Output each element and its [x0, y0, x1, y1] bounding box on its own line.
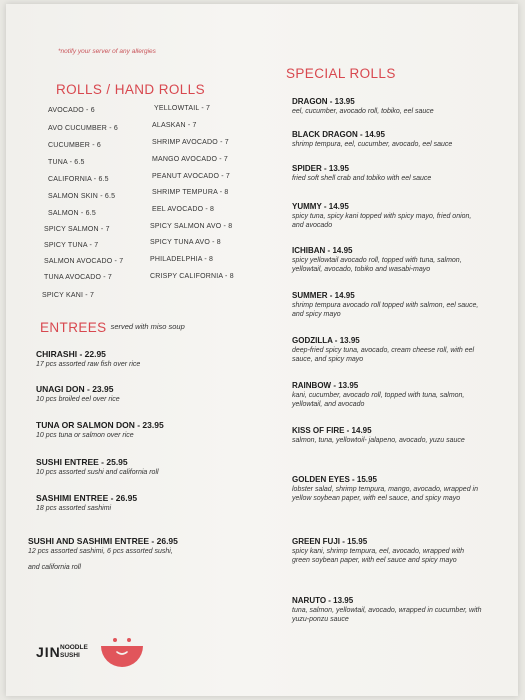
- roll-item: SPICY SALMON AVO - 8: [150, 223, 233, 230]
- special-roll-name: GREEN FUJI - 15.95: [292, 537, 368, 546]
- roll-item: CRISPY CALIFORNIA - 8: [150, 273, 234, 280]
- entree-name: UNAGI DON - 23.95: [36, 384, 114, 394]
- roll-item: ALASKAN - 7: [152, 122, 197, 129]
- entree-item: [36, 384, 120, 403]
- special-roll-name: BLACK DRAGON - 14.95: [292, 130, 385, 139]
- entrees-heading: [40, 320, 185, 335]
- roll-item: SHRIMP AVOCADO - 7: [152, 139, 229, 146]
- special-roll-desc: spicy kani, shrimp tempura, eel, avocado, wrapped with green soybean paper, with eel sauce and spicy mayo: [292, 548, 464, 564]
- special-roll-desc: eel, cucumber, avocado roll, tobiko, eel sauce: [292, 108, 434, 115]
- roll-item: PEANUT AVOCADO - 7: [152, 173, 231, 180]
- special-roll-name: KISS OF FIRE - 14.95: [292, 426, 372, 435]
- special-roll-item: [292, 202, 482, 230]
- special-rolls-title: SPECIAL ROLLS: [286, 66, 396, 81]
- special-roll-name: SPIDER - 13.95: [292, 164, 349, 173]
- special-roll-name: NARUTO - 13.95: [292, 596, 354, 605]
- special-roll-item: [292, 537, 482, 565]
- special-roll-desc: tuna, salmon, yellowtail, avocado, wrapped in cucumber, with yuzu-ponzu sauce: [292, 607, 482, 623]
- special-roll-item: [292, 336, 482, 364]
- special-roll-item: [292, 381, 482, 409]
- special-roll-desc: spicy tuna, spicy kani topped with spicy mayo, fried onion, and avocado: [292, 213, 472, 229]
- roll-item: SHRIMP TEMPURA - 8: [152, 189, 229, 196]
- special-roll-item: [292, 164, 482, 183]
- logo-jin-text: JIN: [36, 644, 61, 660]
- entree-desc: 18 pcs assorted sashimi: [36, 505, 112, 512]
- special-roll-name: RAINBOW - 13.95: [292, 381, 359, 390]
- special-roll-item: [292, 426, 482, 445]
- roll-item: SPICY SALMON - 7: [44, 226, 110, 233]
- special-roll-name: YUMMY - 14.95: [292, 202, 349, 211]
- special-roll-desc: shrimp tempura avocado roll topped with salmon, eel sauce, and spicy mayo: [292, 302, 479, 318]
- special-roll-desc: kani, cucumber, avocado roll, topped with tuna, salmon, yellowtail, and avocado: [292, 392, 465, 408]
- special-roll-desc: spicy yellowtail avocado roll, topped with tuna, salmon, yellowtail, avocado, tobiko and wasabi-mayo: [292, 257, 462, 273]
- entree-item: [36, 349, 140, 368]
- roll-item: SPICY KANI - 7: [42, 292, 95, 299]
- entree-desc: 10 pcs assorted sushi and california roll: [36, 469, 159, 476]
- roll-item: SALMON - 6.5: [48, 210, 96, 217]
- entree-item: [36, 493, 137, 512]
- entree-name: SUSHI ENTREE - 25.95: [36, 457, 128, 467]
- roll-item: SPICY TUNA AVO - 8: [150, 239, 221, 246]
- special-roll-desc: deep-fried spicy tuna, avocado, cream cheese roll, with eel sauce, and spicy mayo: [292, 347, 475, 363]
- special-roll-desc: salmon, tuna, yellowtoil- jalapeno, avocado, yuzu sauce: [292, 437, 465, 444]
- entree-item: [36, 457, 159, 476]
- entree-name: CHIRASHI - 22.95: [36, 349, 106, 359]
- special-roll-name: GOLDEN EYES - 15.95: [292, 475, 377, 484]
- entree-item: [36, 420, 164, 439]
- roll-item: CALIFORNIA - 6.5: [48, 176, 109, 183]
- entree-name: SUSHI AND SASHIMI ENTREE - 26.95: [28, 536, 178, 546]
- special-roll-desc: fried soft shell crab and tobiko with eel sauce: [292, 175, 432, 182]
- special-roll-item: [292, 291, 482, 319]
- entrees-title: ENTREES: [40, 320, 107, 335]
- roll-item: CUCUMBER - 6: [48, 142, 101, 149]
- roll-item: TUNA AVOCADO - 7: [44, 274, 113, 281]
- special-roll-item: [292, 97, 482, 116]
- roll-item: AVO CUCUMBER - 6: [48, 125, 118, 132]
- entree-desc: 17 pcs assorted raw fish over rice: [36, 361, 141, 368]
- entrees-note: served with miso soup: [110, 322, 185, 331]
- roll-item: AVOCADO - 6: [48, 107, 95, 114]
- special-roll-desc: shrimp tempura, eel, cucumber, avocado, eel sauce: [292, 141, 453, 148]
- entree-item: [28, 536, 178, 571]
- special-roll-name: ICHIBAN - 14.95: [292, 246, 353, 255]
- entree-name: SASHIMI ENTREE - 26.95: [36, 493, 138, 503]
- special-roll-item: [292, 596, 482, 624]
- special-roll-name: SUMMER - 14.95: [292, 291, 355, 300]
- roll-item: PHILADELPHIA - 8: [150, 256, 214, 263]
- entree-name: TUNA OR SALMON DON - 23.95: [36, 420, 164, 430]
- entree-desc: 10 pcs tuna or salmon over rice: [36, 432, 134, 439]
- roll-item: MANGO AVOCADO - 7: [152, 156, 229, 163]
- entree-desc: and california roll: [28, 564, 81, 571]
- roll-item: SALMON SKIN - 6.5: [48, 193, 116, 200]
- allergy-notice: *notify your server of any allergies: [58, 48, 156, 55]
- roll-item: SPICY TUNA - 7: [44, 242, 99, 249]
- entree-desc: 10 pcs broiled eel over rice: [36, 396, 120, 403]
- special-roll-name: DRAGON - 13.95: [292, 97, 355, 106]
- roll-item: SALMON AVOCADO - 7: [44, 258, 124, 265]
- special-roll-item: [292, 130, 482, 149]
- rolls-title: ROLLS / HAND ROLLS: [56, 82, 205, 97]
- entree-desc: 12 pcs assorted sashimi, 6 pcs assorted sushi,: [28, 548, 173, 555]
- menu-page: [6, 4, 518, 696]
- logo-noodle-text: NOODLE: [60, 644, 88, 651]
- special-roll-item: [292, 246, 482, 274]
- special-roll-name: GODZILLA - 13.95: [292, 336, 360, 345]
- logo-sushi-text: SUSHI: [60, 652, 80, 659]
- roll-item: EEL AVOCADO - 8: [152, 206, 215, 213]
- bowl-icon: [100, 636, 144, 670]
- special-roll-desc: lobster salad, shrimp tempura, mango, avocado, wrapped in yellow soybean paper, with eel sauce, and spicy mayo: [292, 486, 478, 502]
- roll-item: TUNA - 6.5: [48, 159, 85, 166]
- special-roll-item: [292, 475, 482, 503]
- roll-item: YELLOWTAIL - 7: [154, 105, 211, 112]
